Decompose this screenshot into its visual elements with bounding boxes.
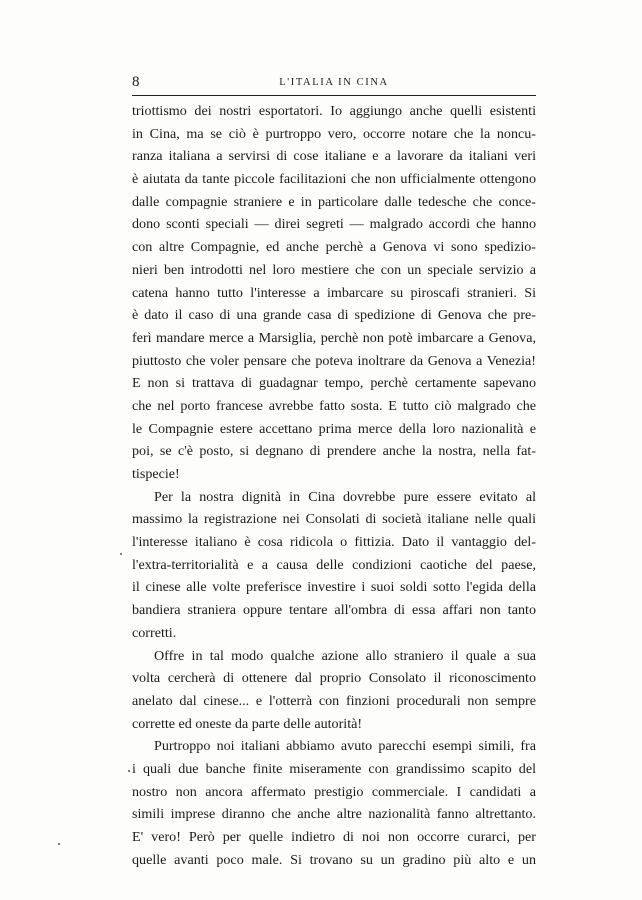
text-line: massimo la registrazione nei Consolati di società italiane nelle quali	[132, 511, 536, 528]
text-line: il cinese alle volte preferisce investire i suoi soldi sotto l'egida della	[132, 579, 536, 596]
text-line: volta cercherà di ottenere dal proprio Consolato il riconoscimento	[132, 670, 536, 687]
text-line: nostro non ancora affermato prestigio commerciale. I candidati a	[132, 783, 536, 800]
text-line: piuttosto che voler pensare che poteva inoltrare da Genova a Venezia!	[132, 352, 536, 369]
text-line: in Cina, ma se ciò è purtroppo vero, occorre notare che la noncu-	[132, 125, 536, 142]
text-line: simili imprese diranno che anche altre nazionalità fanno altrettanto.	[132, 806, 536, 823]
paragraph-end-line: corrette ed oneste da parte delle autorità!	[132, 715, 363, 732]
text-line: dono sconti speciali — direi segreti — malgrado accordi che hanno	[132, 216, 536, 233]
text-line: è aiutata da tante piccole facilitazioni che non ufficialmente ottengono	[132, 171, 536, 188]
text-line: E' vero! Però per quelle indietro di noi non occorre curarci, per	[132, 829, 536, 845]
running-title: L'ITALIA IN CINA	[279, 77, 389, 88]
paragraph-first-line: Purtroppo noi italiani abbiamo avuto parecchi esempi simili, fra	[154, 738, 536, 755]
text-line: bandiera straniera oppure tentare all'ombra di essa affari non tanto	[132, 602, 536, 619]
paragraph-first-line: Per la nostra dignità in Cina dovrebbe pure essere evitato al	[154, 488, 536, 505]
text-line: che nel porto francese avrebbe fatto sosta. E tutto ciò malgrado che	[132, 397, 536, 414]
body-text	[132, 100, 536, 871]
scan-speck	[128, 770, 130, 772]
paragraph-first-line: Offre in tal modo qualche azione allo straniero il quale a sua	[154, 647, 536, 664]
text-line: le Compagnie estere accettano prima merce della loro nazionalità e	[132, 420, 536, 437]
paragraph-end-line: tispecie!	[132, 466, 180, 482]
text-line: catena hanno tutto l'interesse a imbarcare su piroscafi stranieri. Si	[132, 284, 536, 301]
scan-speck	[120, 553, 122, 555]
page-number: 8	[132, 74, 140, 90]
scan-speck	[58, 843, 60, 845]
text-line: poi, se c'è posto, si degnano di prendere anche la nostra, nella fat-	[132, 443, 536, 460]
text-line: ranza italiana a servirsi di cose italiane e a lavorare da italiani veri	[132, 148, 536, 165]
text-line: quelle avanti poco male. Si trovano su un gradino più alto e un	[132, 851, 536, 868]
text-line: E non si trattava di guadagnar tempo, perchè certamente sapevano	[132, 375, 536, 392]
header-rule	[132, 95, 536, 96]
text-line: con altre Compagnie, ed anche perchè a Genova vi sono spedizio-	[132, 239, 536, 256]
text-line: l'extra-territorialità e a causa delle condizioni caotiche del paese,	[132, 556, 536, 573]
paragraph-end-line: corretti.	[132, 624, 177, 641]
text-line: è dato il caso di una grande casa di spedizione di Genova che pre-	[132, 307, 536, 324]
text-line: nieri ben introdotti nel loro mestiere che con un speciale servizio a	[132, 261, 536, 278]
text-line: ferì mandare merce a Marsiglia, perchè non potè imbarcare a Genova,	[132, 329, 536, 346]
text-line: l'interesse italiano è cosa ridicola o fittizia. Dato il vantaggio del-	[132, 534, 536, 551]
page-header	[132, 72, 536, 92]
text-line: i quali due banche finite miseramente con grandissimo scapito del	[132, 760, 536, 777]
text-line: anelato dal cinese... e l'otterrà con finzioni procedurali non sempre	[132, 692, 536, 709]
text-line: triottismo dei nostri esportatori. Io aggiungo anche quelli esistenti	[132, 103, 536, 119]
text-line: dalle compagnie straniere e in particolare dalle tedesche che conce-	[132, 193, 536, 210]
